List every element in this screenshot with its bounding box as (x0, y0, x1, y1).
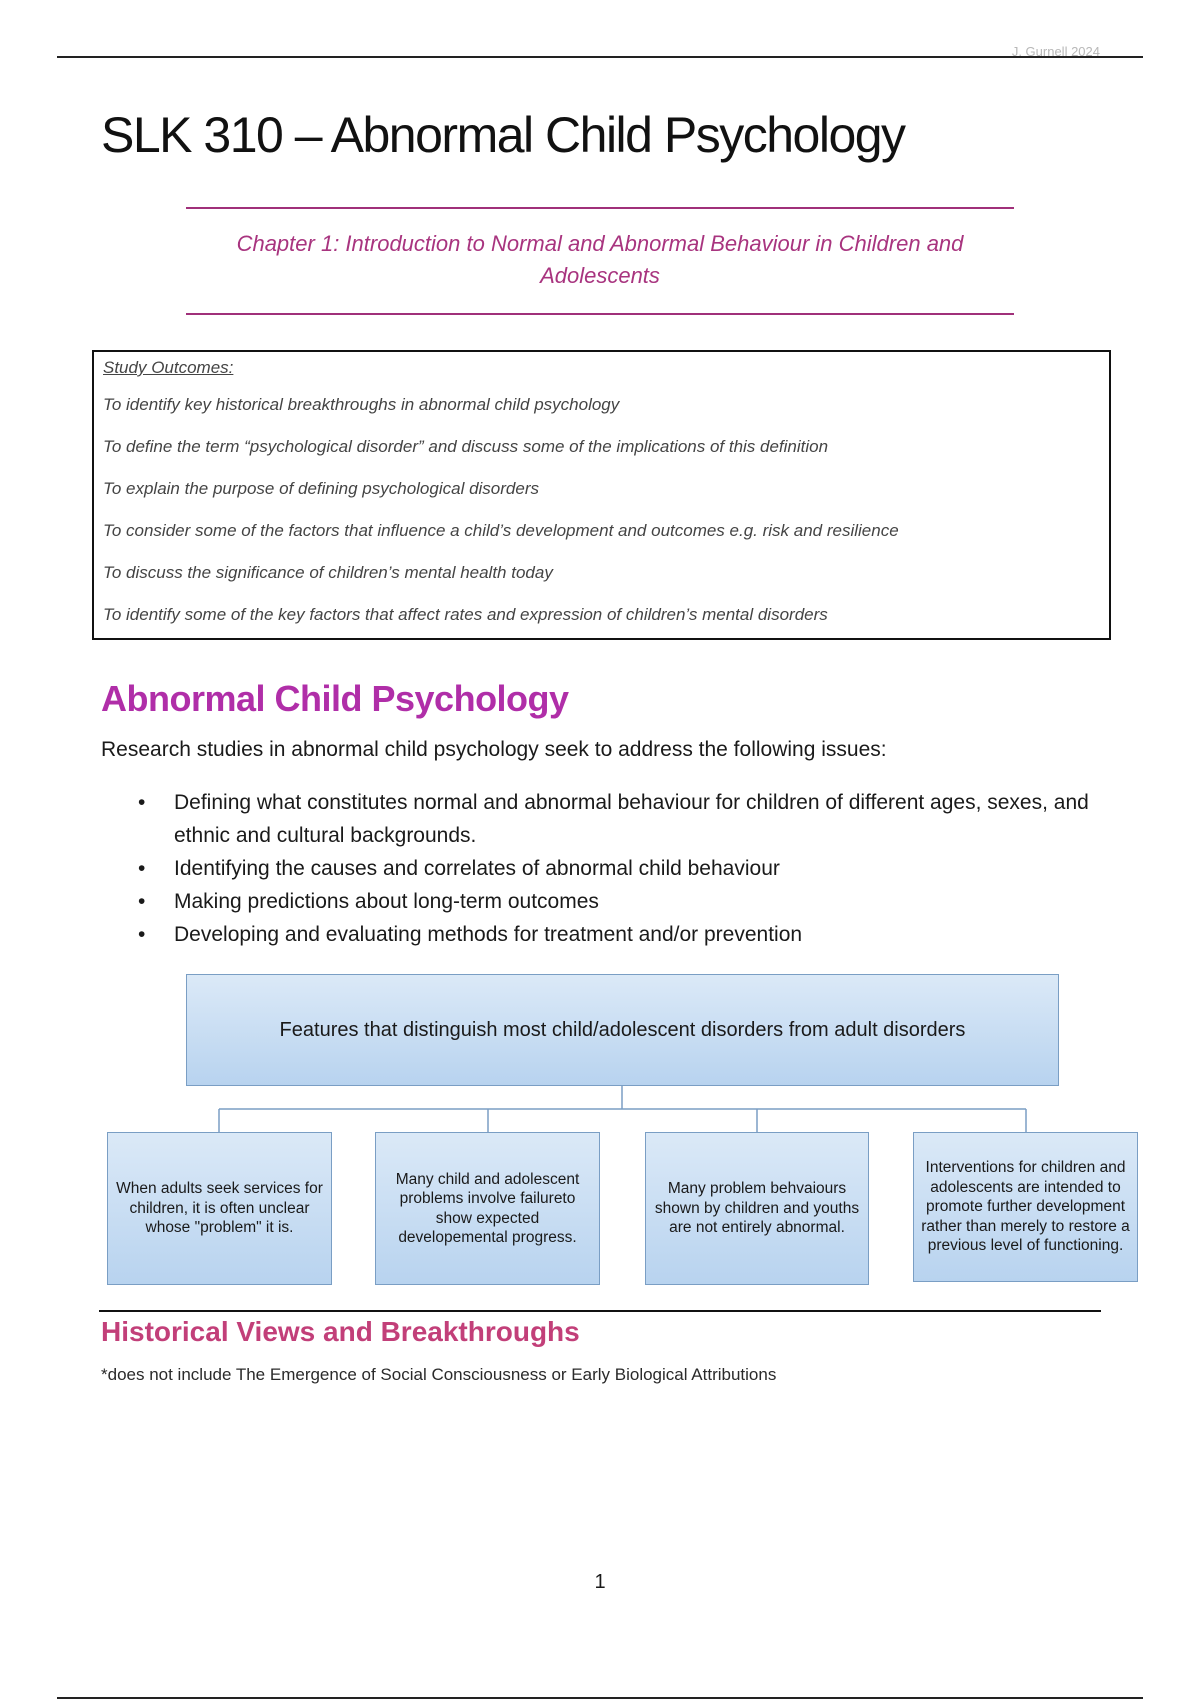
bullet-icon: • (138, 857, 146, 880)
section-heading-historical-views: Historical Views and Breakthroughs (101, 1316, 580, 1347)
list-item-text: Developing and evaluating methods for treatment and/or prevention (174, 923, 803, 946)
header-author: J. Gurnell 2024 (1011, 44, 1100, 59)
study-outcome-item: To explain the purpose of defining psychological disorders (103, 479, 539, 498)
historical-note: *does not include The Emergence of Social Consciousness or Early Biological Attributions (101, 1365, 777, 1384)
page-number: 1 (594, 1571, 606, 1593)
section-intro-text: Research studies in abnormal child psychology seek to address the following issues: (101, 738, 887, 761)
diagram-child-box: Interventions for children and adolescents are intended to promote further development rather than merely to restore a previous level of functioning. (913, 1132, 1138, 1282)
study-outcome-item: To discuss the significance of children’s mental health today (103, 563, 553, 582)
study-outcome-item: To define the term “psychological disorder” and discuss some of the implications of this definition (103, 437, 829, 456)
document-title: SLK 310 – Abnormal Child Psychology (101, 107, 905, 163)
bullet-icon: • (138, 890, 146, 913)
diagram-child-box: Many child and adolescent problems involve failureto show expected developemental progress. (375, 1132, 600, 1285)
diagram-child-box: Many problem behvaiours shown by children and youths are not entirely abnormal. (645, 1132, 869, 1285)
list-item-text: Defining what constitutes normal and abnormal behaviour for children of different ages, sexes, and ethnic and cultural backgrounds. (174, 791, 1089, 847)
chapter-title: Chapter 1: Introduction to Normal and Abnormal Behaviour in Children and Adolescents (236, 231, 964, 288)
bullet-icon: • (138, 791, 146, 814)
footer-rule (57, 1697, 1143, 1699)
list-item-text: Identifying the causes and correlates of abnormal child behaviour (174, 857, 780, 880)
bullet-icon: • (138, 923, 146, 946)
study-outcome-item: To identify some of the key factors that affect rates and expression of children’s mental disorders (103, 605, 828, 624)
section-heading-abnormal-child-psychology: Abnormal Child Psychology (101, 678, 569, 719)
study-outcomes-heading: Study Outcomes: (103, 358, 234, 377)
study-outcome-item: To consider some of the factors that influence a child’s development and outcomes e.g. risk and resilience (103, 521, 899, 540)
study-outcome-item: To identify key historical breakthroughs in abnormal child psychology (103, 395, 620, 414)
diagram-main-box: Features that distinguish most child/adolescent disorders from adult disorders (186, 974, 1059, 1086)
diagram-child-box: When adults seek services for children, it is often unclear whose "problem" it is. (107, 1132, 332, 1285)
list-item-text: Making predictions about long-term outcomes (174, 890, 599, 913)
historical-section-rule (99, 1310, 1101, 1312)
